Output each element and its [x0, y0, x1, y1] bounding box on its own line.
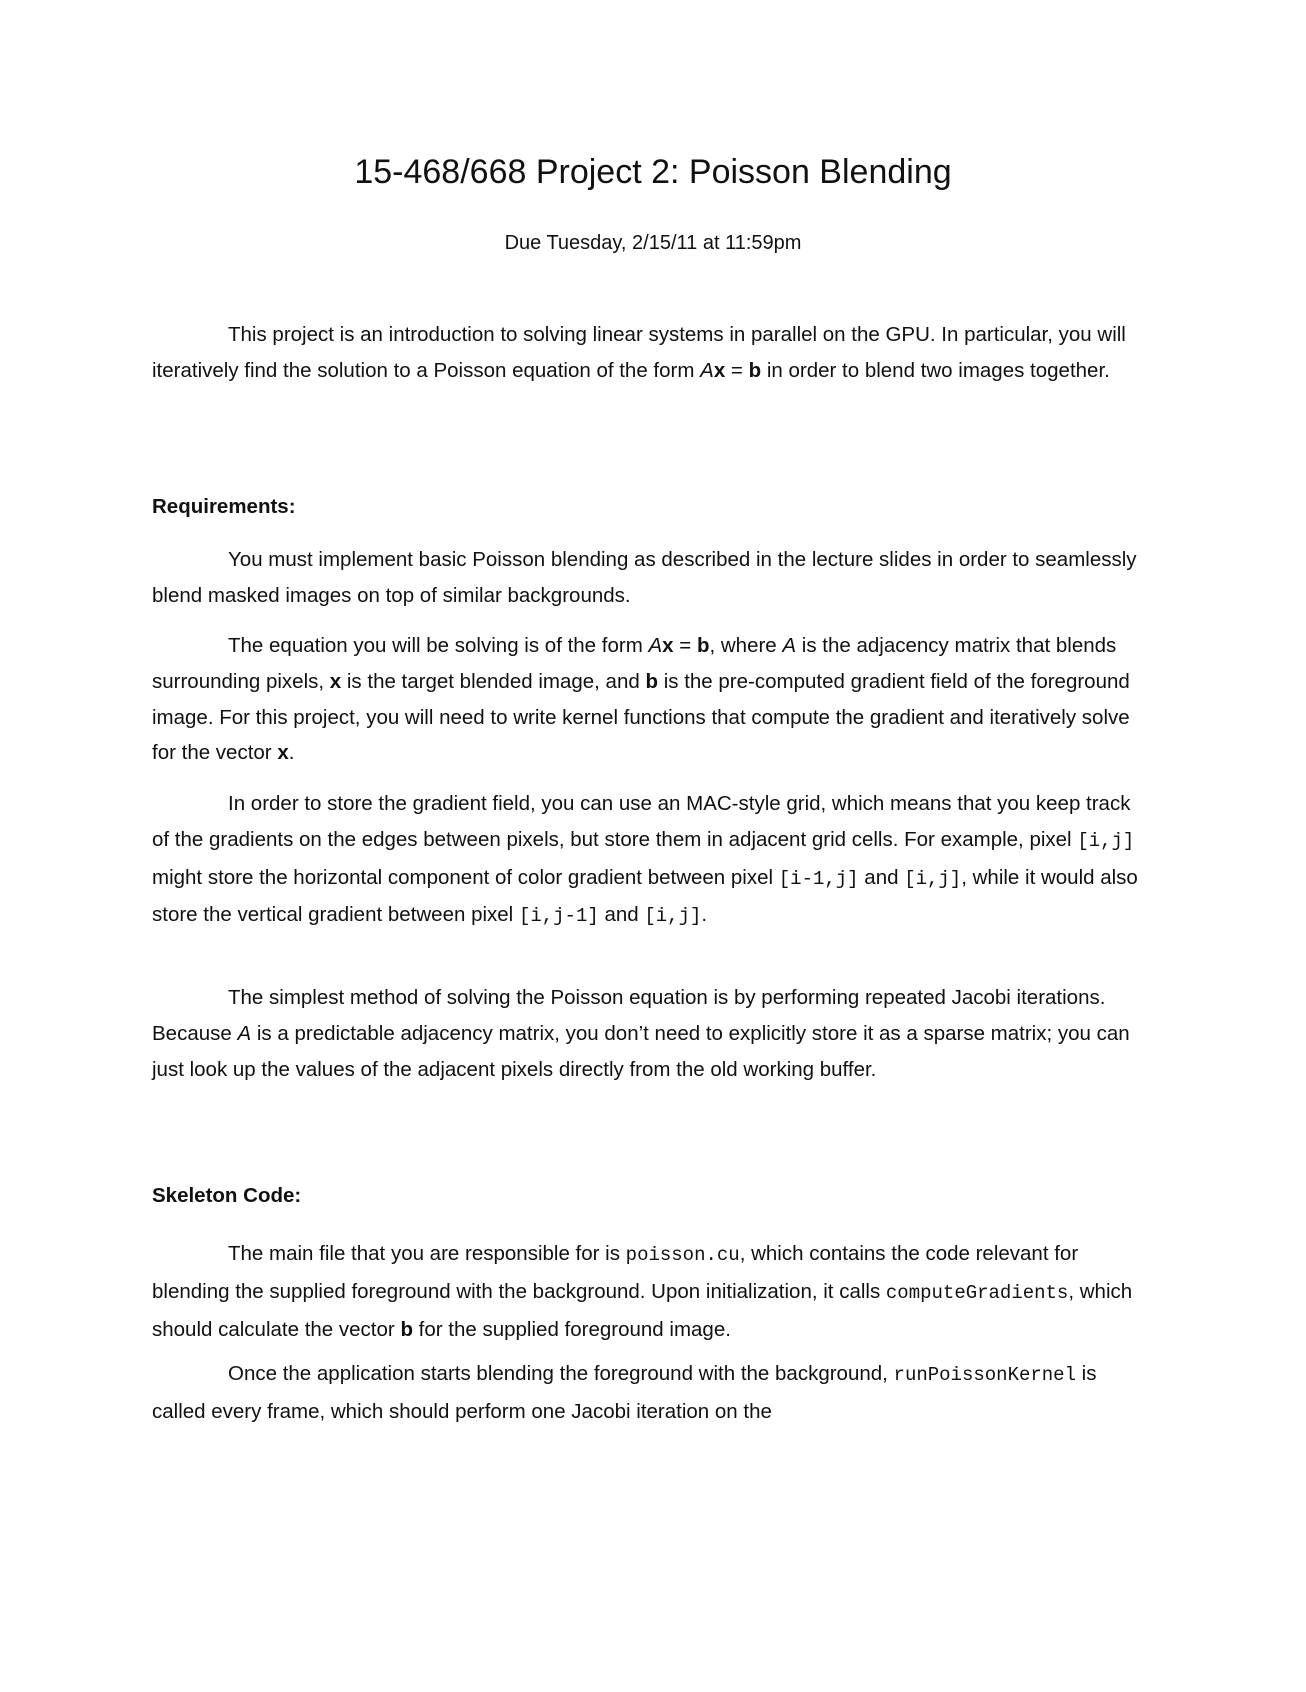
intro-paragraph: This project is an introduction to solving linear systems in parallel on the GPU. In particular, you will iteratively find the solution to a Poisson equation of the form Ax = b in order to blend two images together. [152, 323, 1126, 382]
skeleton-paragraph-2: Once the application starts blending the foreground with the background, runPoissonKernel is called every frame, which should perform one Jacobi iteration on the [152, 1362, 1097, 1423]
skeleton-paragraph-1: The main file that you are responsible for is poisson.cu, which contains the code relevant for blending the supplied foreground with the background. Upon initialization, it calls computeGradients, which should calculate the vector b for the supplied foreground image. [152, 1242, 1133, 1341]
requirements-paragraph-4: The simplest method of solving the Poisson equation is by performing repeated Jacobi iterations. Because A is a predictable adjacency matrix, you don’t need to explicitly store it as a sparse matrix; you can just look up the values of the adjacent pixels directly from the old working buffer. [152, 986, 1130, 1081]
document-title: 15-468/668 Project 2: Poisson Blending [354, 153, 952, 191]
requirements-paragraph-1: You must implement basic Poisson blending as described in the lecture slides in order to seamlessly blend masked images on top of similar backgrounds. [152, 548, 1137, 607]
requirements-paragraph-3: In order to store the gradient field, you can use an MAC-style grid, which means that you keep track of the gradients on the edges between pixels, but store them in adjacent grid cells. For example, pixel [i,j] might store the horizontal component of color gradient between pixel [i-1,j] and [i,j], while it would also store the vertical gradient between pixel [i,j-1] and [i,j]. [152, 792, 1138, 928]
requirements-paragraph-2: The equation you will be solving is of the form Ax = b, where A is the adjacency matrix that blends surrounding pixels, x is the target blended image, and b is the pre-computed gradient field of the foreground image. For this project, you will need to write kernel functions that compute the gradient and iteratively solve for the vector x. [152, 634, 1130, 765]
skeleton-heading: Skeleton Code: [152, 1184, 302, 1207]
due-date: Due Tuesday, 2/15/11 at 11:59pm [504, 232, 802, 254]
requirements-heading: Requirements: [152, 495, 296, 518]
